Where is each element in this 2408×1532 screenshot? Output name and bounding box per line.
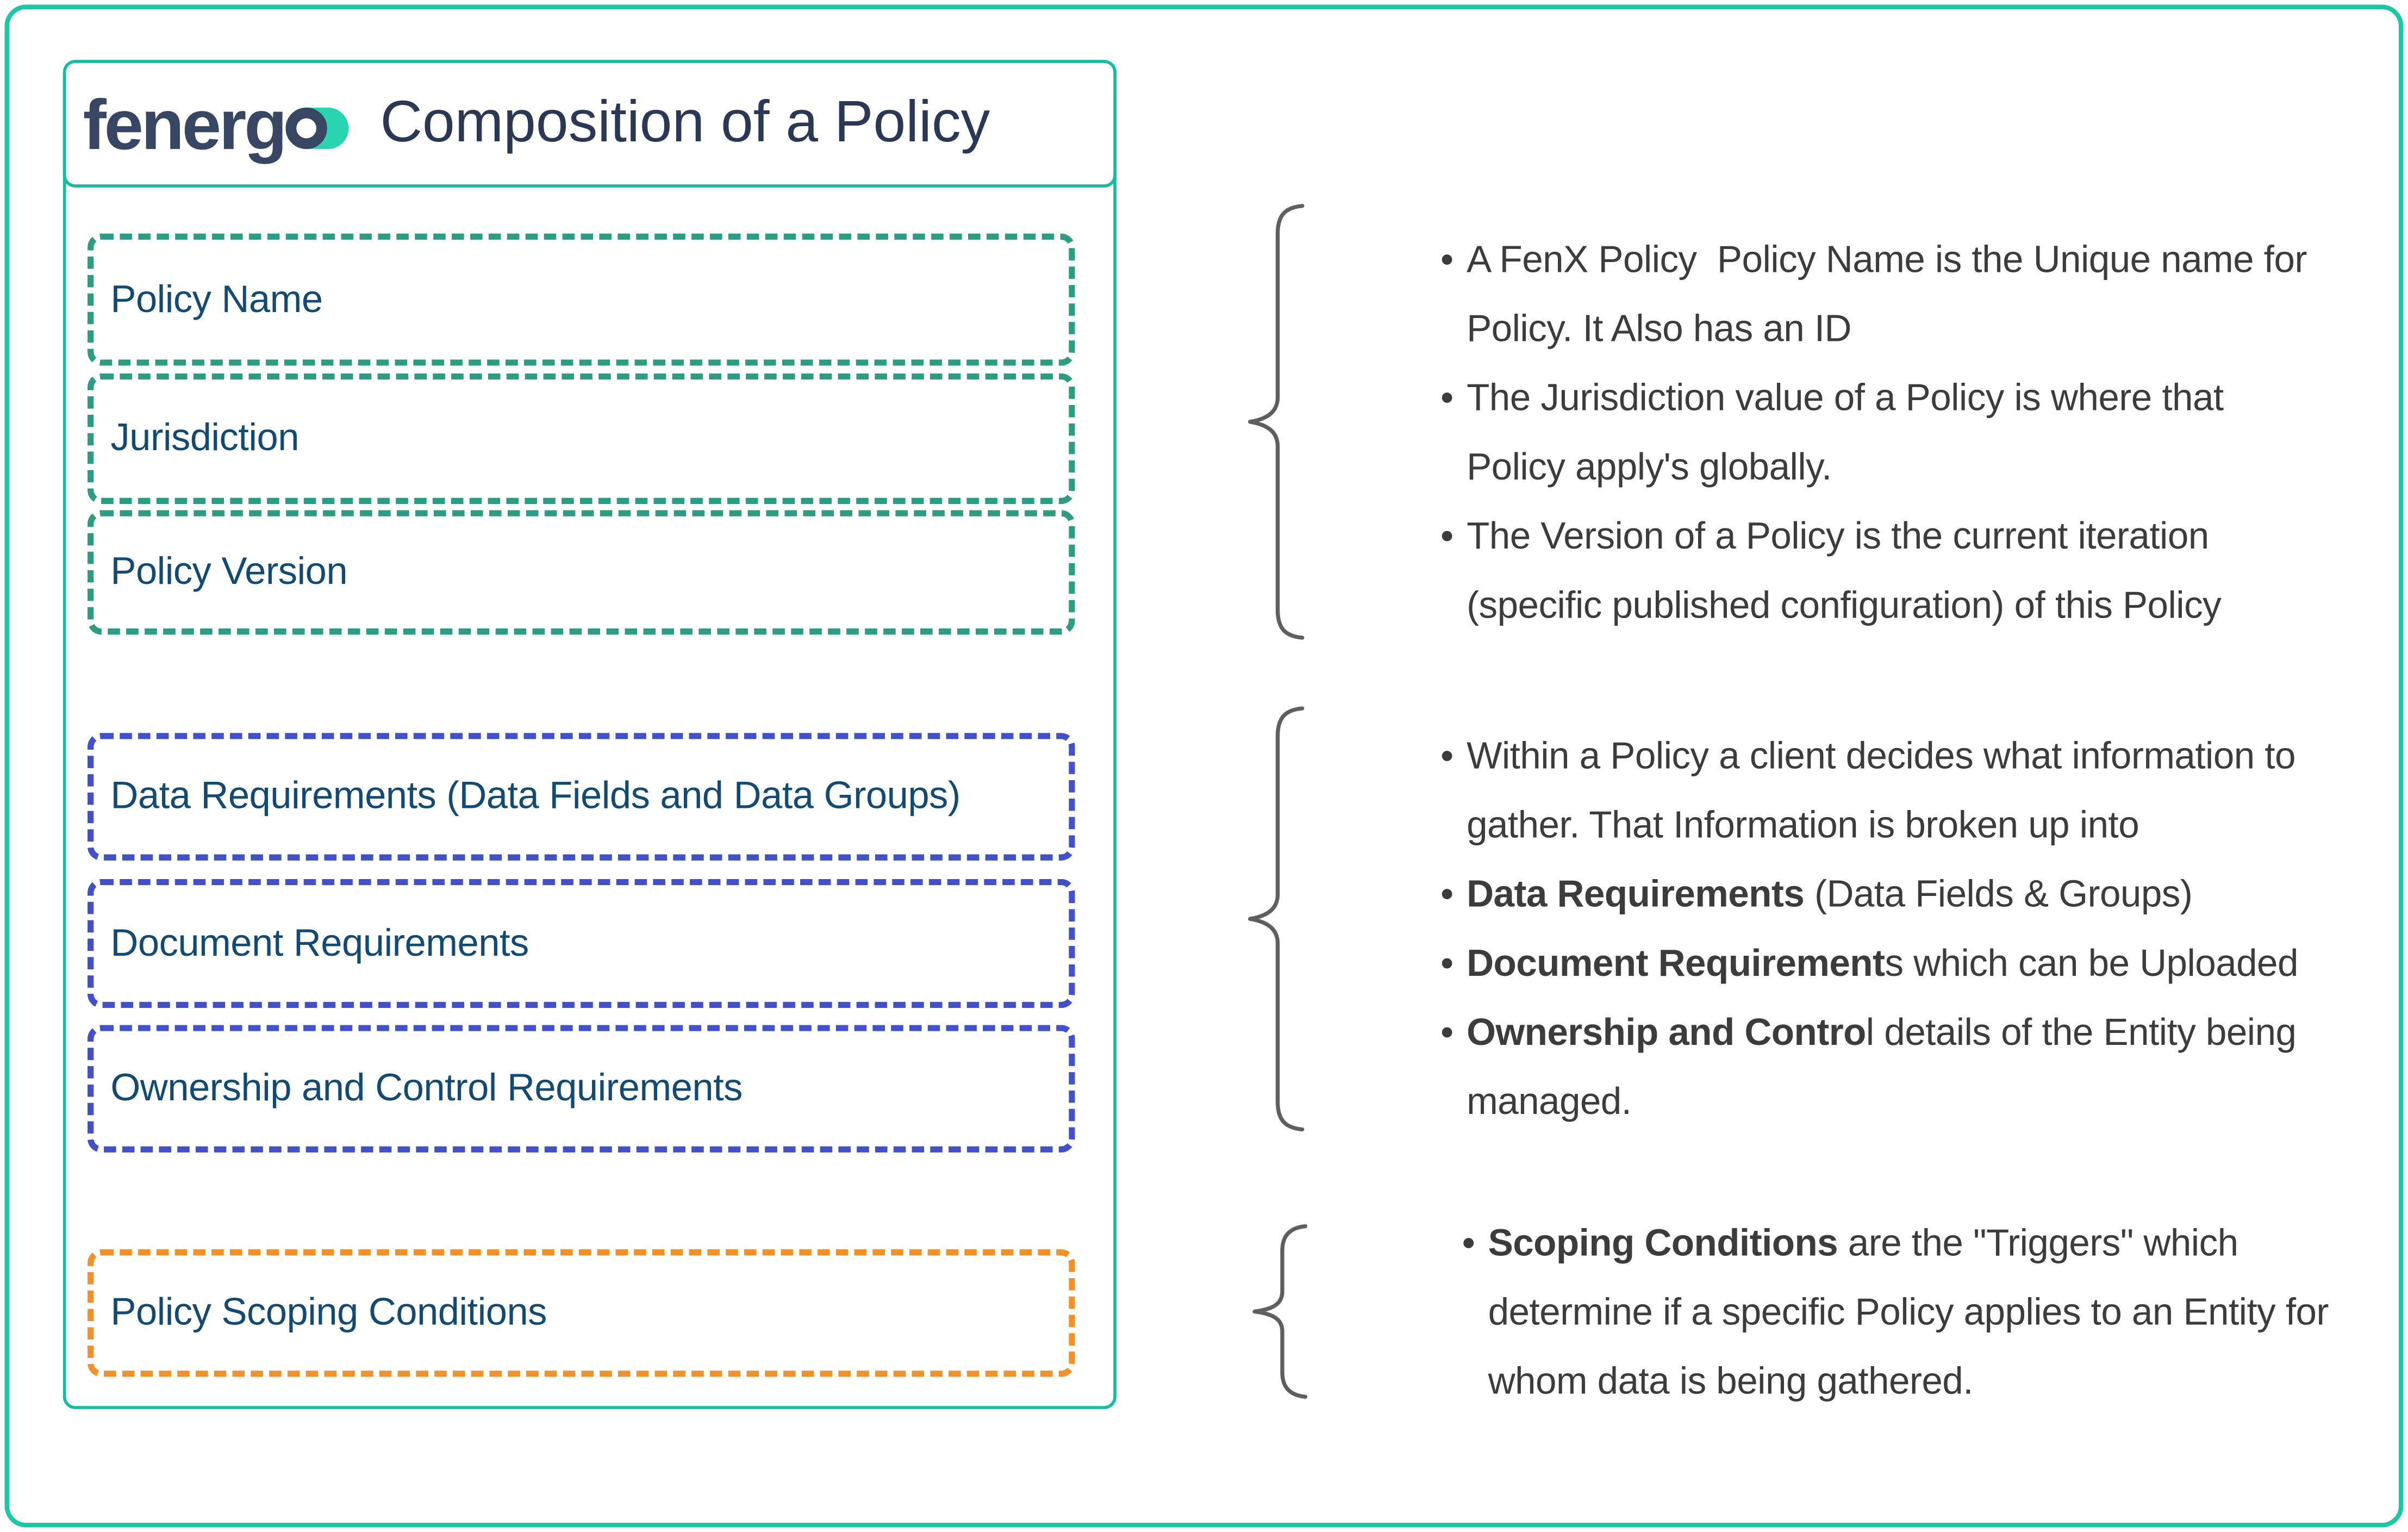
annotation-text: (specific published configuration) of this Policy xyxy=(1467,585,2222,627)
annotation-line xyxy=(1440,930,2298,999)
bullet-icon: • xyxy=(1440,378,1453,420)
fenergo-logo-text: fenerg xyxy=(83,84,285,164)
annotation-text: managed. xyxy=(1467,1081,1632,1124)
annotation-text: The Version of a Policy is the current iteration xyxy=(1467,516,2209,558)
policy-box-ownership-and-control-requirements xyxy=(88,1025,1075,1153)
page-title: Composition of a Policy xyxy=(380,90,990,155)
policy-box-jurisdiction xyxy=(88,373,1075,504)
annotation-line xyxy=(1440,722,2298,791)
annotation-text: The Jurisdiction value of a Policy is where that xyxy=(1467,378,2224,420)
fenergo-logo-o-icon xyxy=(285,107,348,148)
policy-box-label: Jurisdiction xyxy=(110,416,299,460)
annotation-group-2 xyxy=(1440,722,2298,1137)
policy-box-policy-version xyxy=(88,510,1075,634)
annotation-line xyxy=(1440,502,2307,571)
policy-box-document-requirements xyxy=(88,879,1075,1008)
annotation-line xyxy=(1440,364,2307,433)
annotation-text-bold: Document Requirement xyxy=(1467,943,1885,985)
annotation-text-bold: Scoping Conditions xyxy=(1488,1223,1838,1265)
bullet-icon: • xyxy=(1440,943,1453,985)
annotation-group-1 xyxy=(1440,226,2307,640)
annotation-text: l details of the Entity being xyxy=(1866,1012,2297,1054)
annotation-text: Policy. It Also has an ID xyxy=(1467,309,1851,351)
annotation-line xyxy=(1440,295,2307,364)
annotation-text-bold: Ownership and Contro xyxy=(1467,1012,1866,1054)
annotation-line xyxy=(1462,1348,2329,1417)
policy-box-label: Policy Version xyxy=(110,550,348,594)
annotation-text-bold: Data Requirements xyxy=(1467,874,1805,916)
annotation-line xyxy=(1440,226,2307,295)
annotation-line xyxy=(1440,433,2307,502)
annotation-text: determine if a specific Policy applies to an Entity for xyxy=(1488,1292,2329,1334)
fenergo-logo xyxy=(83,82,348,165)
policy-box-label: Ownership and Control Requirements xyxy=(110,1066,743,1110)
annotation-text: Policy apply's globally. xyxy=(1467,447,1832,489)
annotation-text: A FenX Policy Policy Name is the Unique name for xyxy=(1467,239,2307,282)
fenergo-logo-o-ring xyxy=(285,107,326,148)
policy-box-policy-name xyxy=(88,234,1075,366)
curly-brace-bottom xyxy=(1250,1223,1308,1402)
policy-box-label: Data Requirements (Data Fields and Data Groups) xyxy=(110,774,960,818)
annotation-line xyxy=(1440,571,2307,640)
annotation-line xyxy=(1440,1068,2298,1137)
policy-box-label: Document Requirements xyxy=(110,921,529,964)
bullet-icon: • xyxy=(1440,874,1453,916)
annotation-text: (Data Fields & Groups) xyxy=(1804,874,2193,916)
policy-box-label: Policy Scoping Conditions xyxy=(110,1291,547,1334)
bullet-icon: • xyxy=(1440,736,1453,778)
curly-brace-middle xyxy=(1244,705,1305,1132)
annotation-text: Within a Policy a client decides what information to xyxy=(1467,736,2295,778)
bullet-icon: • xyxy=(1440,516,1453,558)
header xyxy=(63,60,1116,188)
annotation-line xyxy=(1440,792,2298,861)
bullet-icon: • xyxy=(1440,1012,1453,1054)
annotation-line xyxy=(1440,861,2298,930)
annotation-line xyxy=(1462,1209,2329,1278)
policy-box-data-requirements-data-fields-and-data-groups xyxy=(88,733,1075,861)
annotation-text: gather. That Information is broken up into xyxy=(1467,805,2139,847)
bullet-icon: • xyxy=(1462,1223,1475,1265)
annotation-text: whom data is being gathered. xyxy=(1488,1361,1973,1403)
policy-box-policy-scoping-conditions xyxy=(88,1249,1075,1377)
annotation-line xyxy=(1440,999,2298,1068)
annotation-text: s which can be Uploaded xyxy=(1885,943,2298,985)
annotation-text: are the "Triggers" which xyxy=(1838,1223,2238,1265)
policy-box-label: Policy Name xyxy=(110,277,323,321)
annotation-group-3 xyxy=(1462,1209,2329,1417)
curly-brace-top xyxy=(1244,203,1305,641)
annotation-line xyxy=(1462,1279,2329,1348)
bullet-icon: • xyxy=(1440,239,1453,282)
